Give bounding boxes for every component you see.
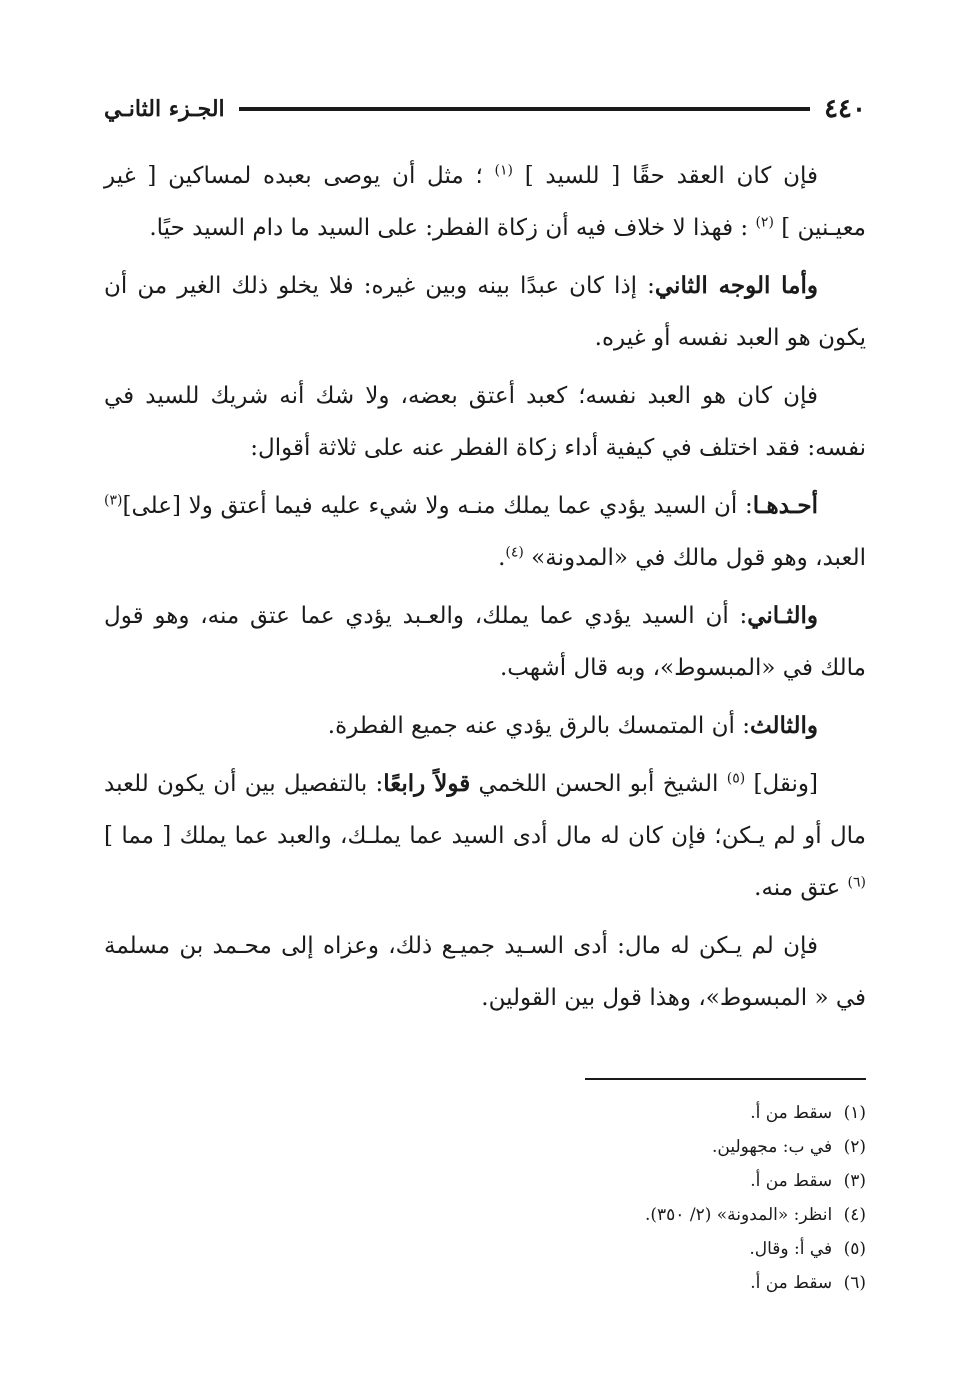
body-text xyxy=(104,150,866,1030)
paragraph xyxy=(104,590,866,694)
paragraph-text: ؛ مثل أن يوصى بعبده لمساكين [ غير معيـنين ] xyxy=(104,163,866,241)
paragraph-text: الشيخ أبو الحسن اللخمي xyxy=(470,771,727,797)
footnote-item xyxy=(366,1232,866,1266)
page-number: ٤٤٠ xyxy=(824,94,866,124)
footnote-item xyxy=(366,1198,866,1232)
paragraph-lead: وأما الوجه الثاني xyxy=(654,272,818,299)
paragraph xyxy=(104,260,866,364)
footnote-text: سقط من أ. xyxy=(750,1171,833,1191)
footnote-number: (١) xyxy=(843,1103,866,1123)
paragraph xyxy=(104,370,866,474)
paragraph-lead: أحـدهـا xyxy=(752,492,818,519)
footnote-item xyxy=(366,1164,866,1198)
footnote-text: انظر: «المدونة» (٢/ ٣٥٠). xyxy=(644,1205,833,1225)
paragraph-text: . xyxy=(498,545,506,571)
paragraph-text: : إذا كان عبدًا بينه وبين غيره: فلا يخلو ذلك الغير من أن يكون هو العبد نفسه أو غيره. xyxy=(104,273,866,351)
paragraph-text: : أن السيد يؤدي عما يملك، والعـبد يؤدي عما عتق منه، وهو قول مالك في «المبسوط»، وبه قال أشهب. xyxy=(104,603,866,681)
paragraph-lead: والثـاني xyxy=(747,602,818,629)
paragraph-text: : أن المتمسك بالرق يؤدي عنه جميع الفطرة. xyxy=(327,713,750,739)
header-rule xyxy=(239,107,810,111)
paragraph-text: : أن السيد يؤدي عما يملك منـه ولا شيء عليه فيما أعتق ولا [على] xyxy=(122,493,753,519)
footnote-item xyxy=(366,1130,866,1164)
footnote-number: (٢) xyxy=(843,1137,866,1157)
footnote-ref: (٥) xyxy=(726,770,746,787)
footnote-number: (٤) xyxy=(843,1205,866,1225)
footnote-separator xyxy=(585,1078,866,1080)
paragraph-text: العبد، وهو قول مالك في «المدونة» xyxy=(523,545,866,571)
footnote-ref: (١) xyxy=(494,162,513,179)
footnote-number: (٦) xyxy=(843,1273,866,1293)
paragraph-text: : فهذا لا خلاف فيه أن زكاة الفطر: على السيد ما دام السيد حيًا. xyxy=(149,215,756,241)
emphasis-text: قولاً رابعًا xyxy=(383,770,471,797)
paragraph xyxy=(104,920,866,1024)
paragraph-text: : بالتفصيل بين أن يكون للعبد مال أو لم يـكن؛ فإن كان له مال أدى السيد عما يملـك، والعبد عما يملك [ مما ] xyxy=(104,771,866,849)
footnote-ref: (٢) xyxy=(755,214,774,231)
paragraph xyxy=(104,480,866,584)
paragraph-text: فإن كان هو العبد نفسه؛ كعبد أعتق بعضه، ولا شك أنه شريك للسيد في نفسه: فقد اختلف في كيفية أداء زكاة الفطر عنه على ثلاثة أقوال: xyxy=(104,383,866,461)
paragraph xyxy=(104,150,866,254)
footnotes xyxy=(366,1096,866,1300)
paragraph-text: فإن لم يـكن له مال: أدى السـيد جميـع ذلك، وعزاه إلى محـمد بن مسلمة في « المبسوط»، وهذا قول بين القولين. xyxy=(104,933,866,1011)
footnote-ref: (٦) xyxy=(847,874,866,891)
paragraph-text: فإن كان العقد حقًا [ للسيد ] xyxy=(512,163,818,189)
footnote-text: سقط من أ. xyxy=(750,1103,833,1123)
paragraph-text: عتق منه. xyxy=(754,875,848,901)
footnote-ref: (٤) xyxy=(505,544,524,561)
paragraph xyxy=(104,758,866,914)
footnote-item xyxy=(366,1266,866,1300)
footnote-ref: (٣) xyxy=(104,492,123,509)
paragraph-lead: والثالث xyxy=(749,712,818,739)
running-header xyxy=(104,92,866,126)
footnote-text: في ب: مجهولين. xyxy=(711,1137,833,1157)
running-title: الجـزء الثانـي xyxy=(104,96,225,122)
footnote-item xyxy=(366,1096,866,1130)
footnote-number: (٣) xyxy=(843,1171,866,1191)
footnote-number: (٥) xyxy=(843,1239,866,1259)
paragraph-text: [ونقل] xyxy=(745,771,818,797)
paragraph xyxy=(104,700,866,752)
footnote-text: سقط من أ. xyxy=(750,1273,833,1293)
footnote-text: في أ: وقال. xyxy=(749,1239,833,1259)
